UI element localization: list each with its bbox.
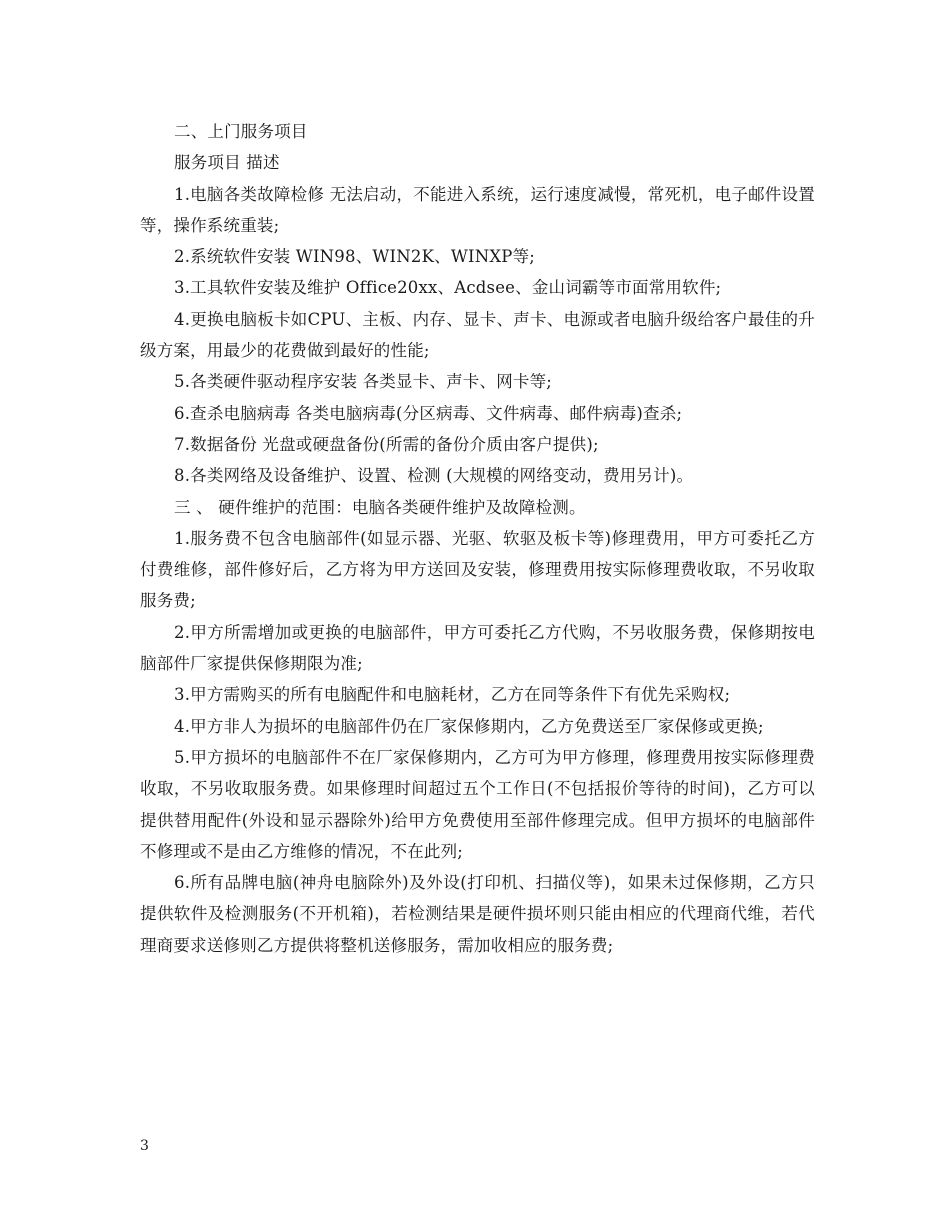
service-item-2: 2.系统软件安装 WIN98、WIN2K、WINXP等; bbox=[174, 247, 536, 267]
service-item-4: 4.更换电脑板卡如CPU、主板、内存、显卡、声卡、电源或者电脑升级给客户最佳的升级方案，用最少的花费做到最好的性能; bbox=[140, 309, 815, 361]
page-number: 3 bbox=[140, 1138, 149, 1154]
hardware-clause-5: 5.甲方损坏的电脑部件不在厂家保修期内，乙方可为甲方修理，修理费用按实际修理费收取，不另收取服务费。如果修理时间超过五个工作日(不包括报价等待的时间)，乙方可以提供替用配件(外设和显示器除外)给甲方免费使用至部件修理完成。但甲方损坏的电脑部件不修理或不是由乙方维修的情况，不在此列; bbox=[140, 747, 815, 861]
section-heading-onsite-services: 二、上门服务项目 bbox=[174, 122, 308, 141]
hardware-clause-3: 3.甲方需购买的所有电脑配件和电脑耗材，乙方在同等条件下有优先采购权; bbox=[174, 685, 731, 705]
document-body bbox=[140, 116, 815, 961]
service-item-6: 6.查杀电脑病毒 各类电脑病毒(分区病毒、文件病毒、邮件病毒)查杀; bbox=[174, 403, 683, 423]
service-item-7: 7.数据备份 光盘或硬盘备份(所需的备份介质由客户提供); bbox=[174, 434, 599, 454]
service-item-1: 1.电脑各类故障检修 无法启动，不能进入系统，运行速度减慢，常死机，电子邮件设置等，操作系统重装; bbox=[140, 184, 815, 235]
hardware-clause-1: 1.服务费不包含电脑部件(如显示器、光驱、软驱及板卡等)修理费用，甲方可委托乙方付费维修，部件修好后，乙方将为甲方送回及安装，修理费用按实际修理费收取，不另收取服务费; bbox=[140, 528, 815, 611]
service-item-3: 3.工具软件安装及维护 Office20xx、Acdsee、金山词霸等市面常用软件; bbox=[174, 278, 722, 298]
hardware-clause-4: 4.甲方非人为损坏的电脑部件仍在厂家保修期内，乙方免费送至厂家保修或更换; bbox=[174, 716, 764, 736]
table-header-line: 服务项目 描述 bbox=[174, 153, 280, 173]
service-item-5: 5.各类硬件驱动程序安装 各类显卡、声卡、网卡等; bbox=[174, 372, 553, 392]
hardware-clause-2: 2.甲方所需增加或更换的电脑部件，甲方可委托乙方代购，不另收服务费，保修期按电脑部件厂家提供保修期限为准; bbox=[140, 622, 815, 674]
hardware-clause-6: 6.所有品牌电脑(神舟电脑除外)及外设(打印机、扫描仪等)，如果未过保修期，乙方只提供软件及检测服务(不开机箱)，若检测结果是硬件损坏则只能由相应的代理商代维，若代理商要求送修则乙方提供将整机送修服务，需加收相应的服务费; bbox=[140, 873, 815, 955]
section-heading-hardware-scope: 三 、 硬件维护的范围：电脑各类硬件维护及故障检测。 bbox=[174, 497, 586, 517]
service-item-8: 8.各类网络及设备维护、设置、检测 (大规模的网络变动，费用另计)。 bbox=[174, 466, 694, 486]
